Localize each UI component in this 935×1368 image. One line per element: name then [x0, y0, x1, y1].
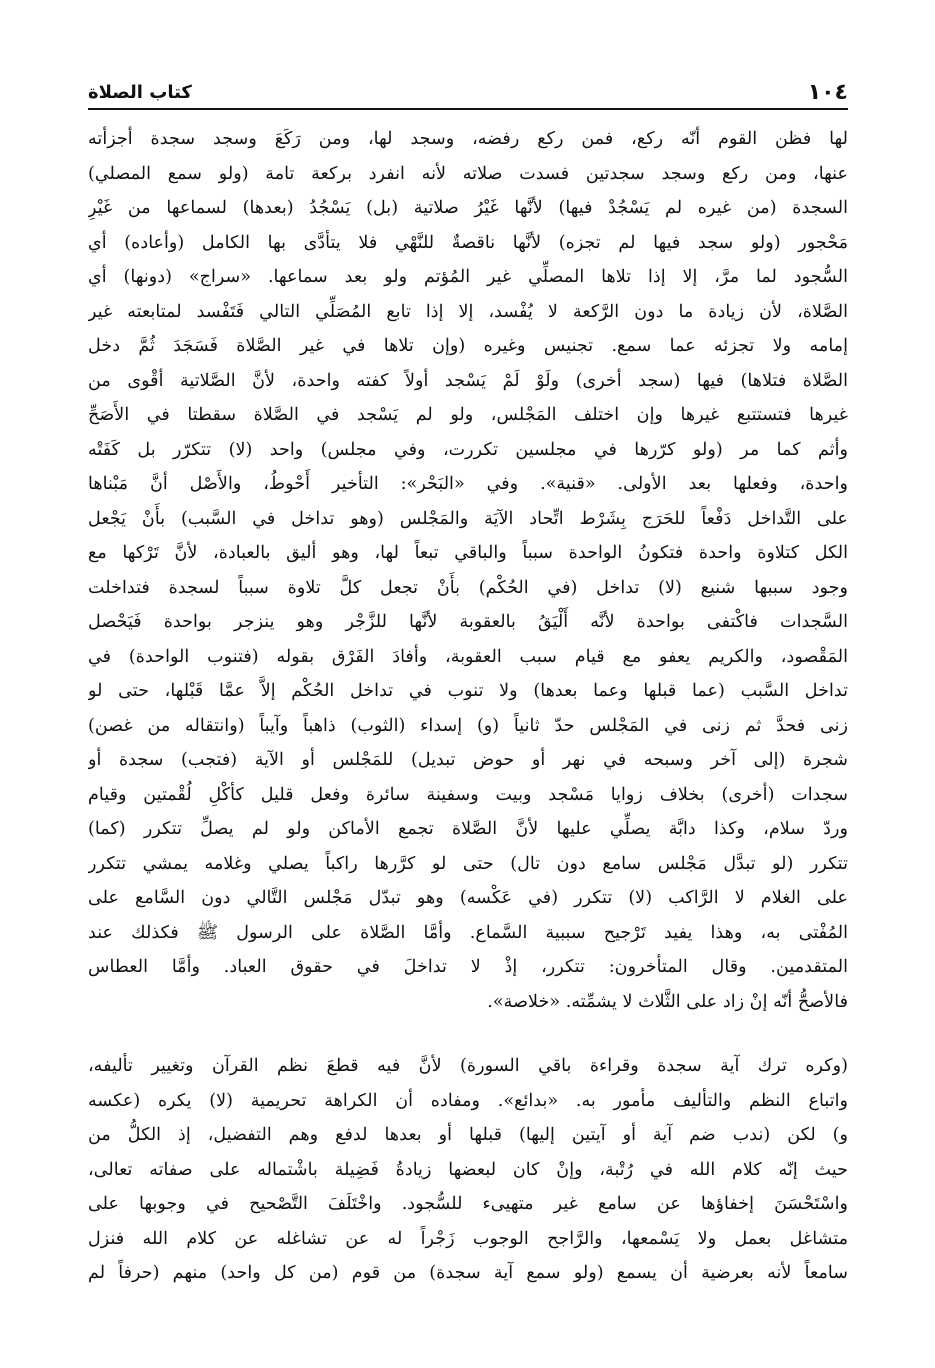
text-line: الصَّلاة فتلاها) فيها (سجد أخرى) ولَوْ لَمْ يَسْجد أولاً كفته واحدة، لأنَّ الصَّلاتية أقْوى من — [88, 370, 848, 391]
running-header — [88, 78, 848, 110]
paragraph-2 — [88, 1049, 848, 1291]
text-line: على التَّداخل دَفْعاً للحَرَج بِشَرْط اتِّحاد الآيَة والمَجْلس (وهو تداخل في السَّبب) بأَنْ يَجْعل — [88, 508, 848, 529]
text-line: تتكرر (لو تبدَّل مَجْلس سامع دون تال) حتى لو كرَّرها راكباً يصلي وغلامه يمشي تتكرر — [88, 853, 848, 874]
text-line: زنى فحدَّ ثم زنى في المَجْلس حدّ ثانياً (و) إسداء (الثوب) ذاهباً وآيباً (وانتقاله من غصن) — [88, 715, 848, 736]
text-line: المُفْتى به، وهذا يفيد تَرْجيح سببية السَّماع. وأمَّا الصَّلاة على الرسول ﷺ فكذلك عند — [88, 922, 848, 943]
text-line: الصَّلاة، لأن زيادة ما دون الرَّكعة لا يُفْسد، إلا إذا تابع المُصَلِّي التالي فَتَفْسد لمتابعته غير — [88, 301, 848, 322]
text-line: سجدات (أخرى) بخلاف زوايا مَسْجد وبيت وسفينة سائرة وفعل قليل كأكْلِ لُقْمتين وقيام — [88, 784, 848, 805]
book-page — [88, 78, 848, 1291]
text-line: سامعاً لأنه بعرضية أن يسمع (ولو سمع آية سجدة) من قوم (من كل واحد) منهم (حرفاً لم — [88, 1263, 848, 1283]
text-line: وردّ سلام، وكذا دابَّة يصلِّي عليها لأنَّ الصَّلاة تجمع الأماكن ولو لم يصلِّ تتكرر (كما) — [88, 819, 848, 839]
text-line: لها فظن القوم أنّه ركع، فمن ركع رفضه، وسجد لها، ومن رَكَعَ وسجد سجدة أجزأته — [88, 129, 848, 149]
text-line: واسْتَحْسَنَ إخفاؤها عن سامع غير متهيىء للسُّجود. واخْتَلَفَ التَّصْحيح في وجوبها على — [88, 1194, 848, 1214]
text-line: المَقْصود، والكريم يعفو مع قيام سبب العقوبة، وأفادَ الفَرْق بقوله (فتنوب الواحدة) في — [88, 646, 848, 667]
text-line: مَحْجور (ولو سجد فيها لم تجزه) لأنَّها ناقصةٌ للنَّهْي فلا يتأدَّى بها الكامل (وأعاده) أي — [88, 232, 848, 253]
text-line: السُّجود لما مرَّ، إلا إذا تلاها المصلِّي غير المُؤتم ولو بعد سماعها. «سراج» (دونها) أي — [88, 267, 848, 287]
text-line: تداخل السَّبب (عما قبلها وعما بعدها) ولا تنوب في تداخل الحُكْم إلاَّ عمَّا قَبْلها، حتى لو — [88, 681, 848, 701]
text-line: فالأصحُّ أنّه إنْ زاد على الثَّلاث لا يشمِّته. «خلاصة». — [487, 991, 848, 1012]
paragraph-1 — [88, 122, 848, 1019]
text-line: السَّجدات فاكْتفى بواحدة لأنَّه أَلْيَقُ بالعقوبة لأنَّها للزَّجْر وهو ينزجر بواحدة فَيَحْصل — [88, 612, 848, 632]
text-line: و) لكن (ندب ضم آية أو آيتين إليها) قبلها أو بعدها لدفع وهم التفضيل، إذ الكلُّ من — [88, 1125, 848, 1145]
text-line: السجدة (من غيره لم يَسْجُدْ فيها) لأنَّها غَيْرُ صلاتية (بل) يَسْجُدُ (بعدها) لسماعها من غَيْرِ — [88, 198, 848, 218]
text-line: إمامه ولا تجزئه عما سمع. تجنيس وغيره (وإن تلاها في غير الصَّلاة فَسَجَدَ ثُمَّ دخل — [88, 336, 848, 356]
text-line: غيرها فتستتبع غيرها وإن اختلف المَجْلس، ولو لم يَسْجد في الصَّلاة سقطتا في الأَصَحِّ — [88, 405, 848, 425]
text-line: عنها، ومن ركع وسجد سجدتين فسدت صلاته لأنه انفرد بركعة تامة (ولو سمع المصلي) — [88, 163, 848, 184]
text-line: وجود سببها شنيع (لا) تداخل (في الحُكْم) بأَنْ تجعل كلَّ تلاوة سبباً لسجدة فتداخلت — [88, 577, 848, 598]
text-line: الكل كتلاوة واحدة فتكونُ الواحدة سبباً والباقي تبعاً لها، وهو أليق بالعبادة، لأنَّ تَرْكها مع — [88, 543, 848, 563]
text-line: متشاغل بعمل ولا يَسْمعها، والرَّاجح الوجوب زَجْراً له عن تشاغله عن كلام الله فنزل — [88, 1228, 848, 1249]
text-line: وأثم كما مر (ولو كرّرها في مجلسين تكررت، وفي مجلس) واحد (لا) تتكرّر بل كَفَتْه — [88, 439, 848, 460]
text-line: واحدة، وفعلها بعد الأولى. «قنية». وفي «البَحْر»: التأخير أَحْوطُ، والأَصْل أنَّ مَبْناها — [88, 474, 848, 494]
page-number: ١٠٤ — [800, 80, 848, 105]
text-line: شجرة (إلى آخر وسبحه في نهر أو حوض تبديل) للمَجْلس أو الآية (فتجب) سجدة أو — [88, 750, 848, 770]
text-line: المتقدمين. وقال المتأخرون: تتكرر، إذْ لا تداخلَ في حقوق العباد. وأمَّا العطاس — [88, 957, 848, 977]
text-line: على الغلام لا الرَّاكب (لا) تتكرر (في عَكْسه) وهو تبدّل مَجْلس التَّالي دون السَّامع على — [88, 888, 848, 908]
text-line: حيث إنّه كلام الله في رُتْبة، وإنْ كان لبعضها زيادةُ فَضِيلة باشْتماله على صفاته تعالى، — [88, 1159, 848, 1180]
text-line: واتباع النظم والتأليف مأمور به. «بدائع». ومفاده أن الكراهة تحريمية (لا) يكره (عكسه — [88, 1090, 848, 1111]
book-title: كتاب الصلاة — [88, 82, 200, 103]
text-line: (وكره ترك آية سجدة وقراءة باقي السورة) لأنَّ فيه قطعَ نظم القرآن وتغيير تأليفه، — [88, 1056, 848, 1076]
